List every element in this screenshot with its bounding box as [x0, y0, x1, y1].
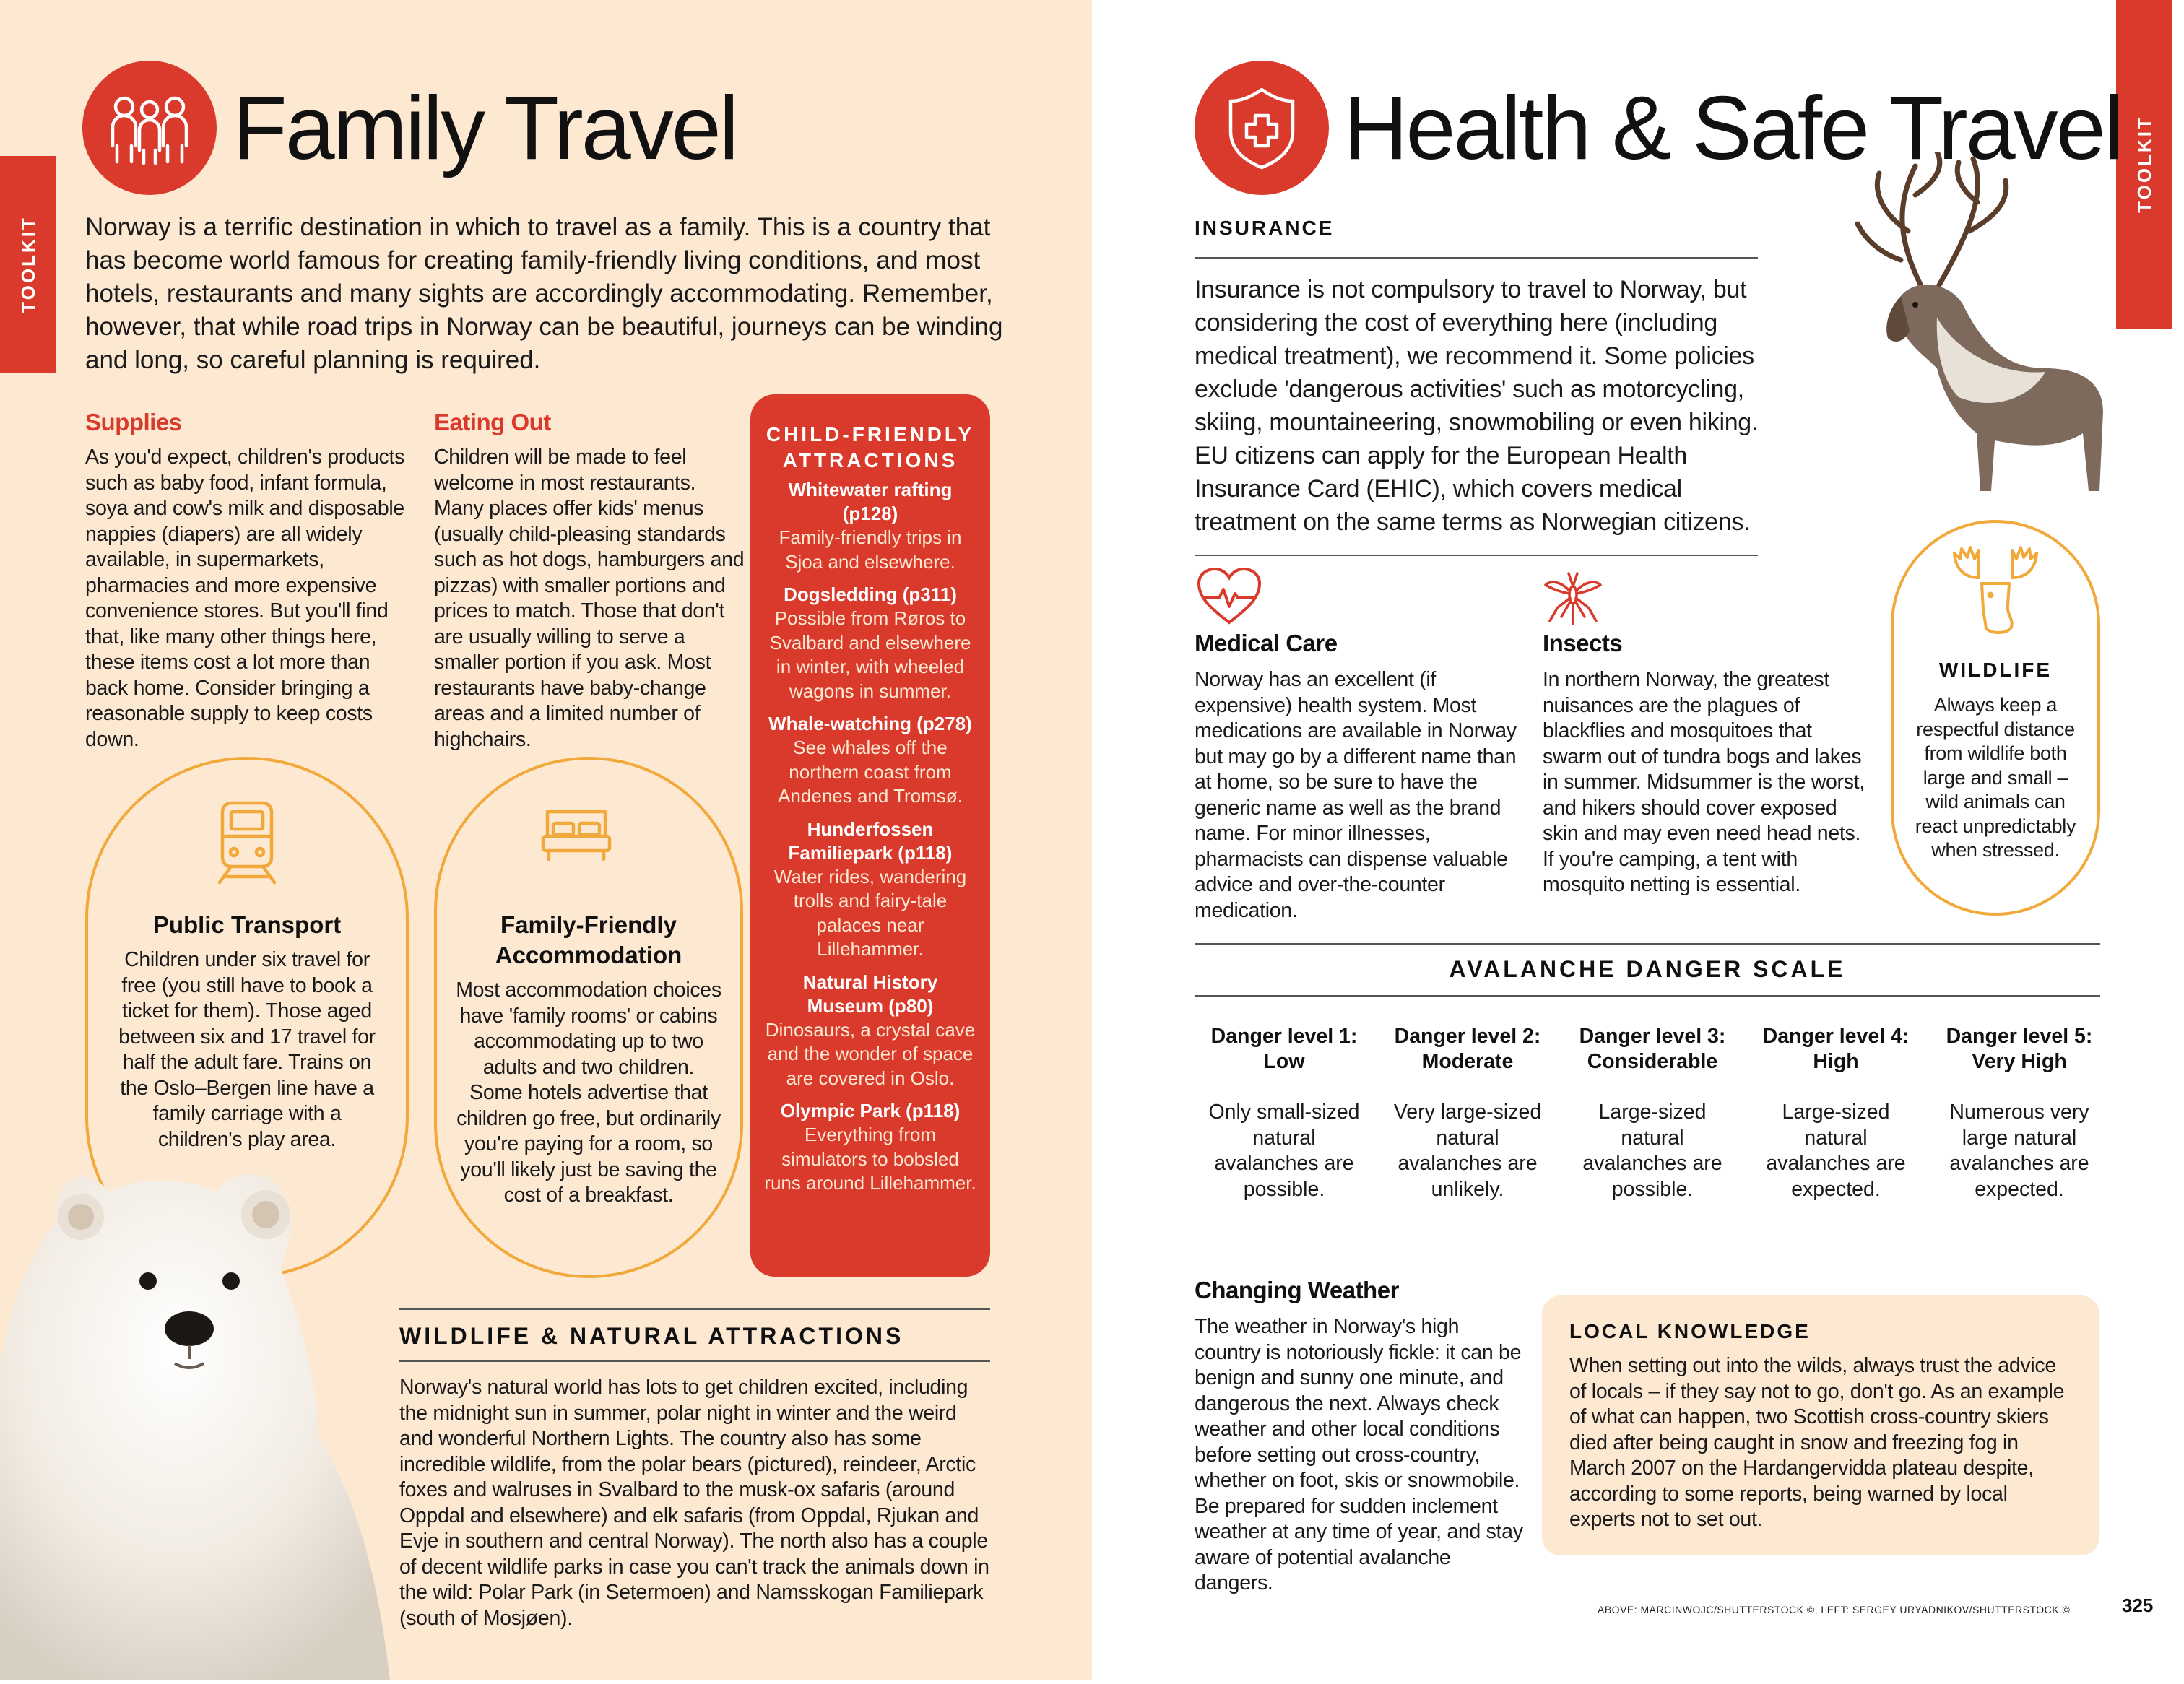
photo-credit: ABOVE: MARCINWOJC/SHUTTERSTOCK ©, LEFT: SERGEY URYADNIKOV/SHUTTERSTOCK © [1598, 1604, 2071, 1615]
page-title: Health & Safe Travel [1343, 79, 2122, 178]
attraction-name: Whitewater rafting (p128) [788, 479, 953, 524]
divider [1195, 995, 2100, 997]
attractions-list [763, 478, 977, 1205]
family-icon [82, 61, 217, 195]
moose-icon [1950, 543, 2041, 641]
local-knowledge-heading: LOCAL KNOWLEDGE [1569, 1320, 1811, 1342]
danger-level-desc: Only small-sized natural avalanches are possible. [1208, 1101, 1360, 1201]
medical-care-text: Norway has an excellent (if expensive) health system. Most medications are available in Norway but may go by a different name than at home, so be sure to have the generic name as well as the brand name. For minor illnesses, pharmacists can dispense valuable advice and over-the-counter medication. [1195, 668, 1517, 922]
divider [1195, 555, 1758, 556]
medical-care-heading: Medical Care [1195, 630, 1338, 656]
reindeer-photo [1814, 152, 2118, 502]
danger-level-desc: Numerous very large natural avalanches are expected. [1949, 1101, 2089, 1201]
list-item [763, 1099, 977, 1196]
toolkit-tab-label: TOOLKIT [2133, 116, 2155, 213]
danger-level-title: Danger level 4: High [1762, 1025, 1910, 1073]
attraction-name: Olympic Park (p118) [780, 1100, 961, 1121]
attraction-name: Hunderfossen Familiepark (p118) [788, 817, 953, 864]
child-friendly-heading: CHILD-FRIENDLY ATTRACTIONS [766, 423, 975, 472]
changing-weather-text: The weather in Norway's high country is notoriously fickle: it can be benign and sunny one minute, and dangerous the next. Always check weather and other local conditions before setting out cross-country, whether on foot, skis or snowmobile. Be prepared for sudden inclement weather at any time of year, and stay aware of potential avalanche dangers. [1195, 1315, 1523, 1594]
supplies-heading: Supplies [85, 409, 182, 435]
attraction-desc: Dinosaurs, a crystal cave and the wonder of space are covered in Oslo. [765, 1018, 976, 1089]
intro-paragraph: Norway is a terrific destination in which to travel as a family. This is a country that has become world famous for creating family-friendly living conditions, and most hotels, restaurants and many sights are accordingly accommodating. Remember, however, that while road trips in Norway can be beautiful, journeys can be winding and long, so careful planning is required. [85, 213, 1003, 374]
list-item [763, 583, 977, 703]
insurance-text: Insurance is not compulsory to travel to Norway, but considering the cost of everything here (including medical treatment), we recommend it. Some policies exclude 'dangerous activities' such as motorcycling, skiing, mountaineering, snowmobiling or even hiking. EU citizens can apply for the European Health Insurance Card (EHIC), which covers medical treatment on the same terms as Norwegian citizens. [1195, 276, 1759, 536]
attraction-desc: Everything from simulators to bobsled runs around Lillehammer. [764, 1124, 976, 1194]
avalanche-heading: AVALANCHE DANGER SCALE [1449, 956, 1846, 982]
toolkit-tab-label: TOOLKIT [17, 215, 39, 313]
page-title: Family Travel [233, 79, 737, 178]
danger-level-title: Danger level 5: Very High [1946, 1025, 2093, 1073]
danger-level-title: Danger level 2: Moderate [1394, 1025, 1541, 1073]
attraction-name: Whale-watching (p278) [768, 713, 972, 734]
public-transport-title: Public Transport [152, 911, 342, 938]
insects-text: In northern Norway, the greatest nuisances are the plagues of blackflies and mosquitoes that swarm out of tundra bogs and lakes in summer. Midsummer is the worst, and hikers should cover exposed skin and may even need head nets. If you're camping, a tent with mosquito netting is essential. [1543, 668, 1865, 896]
danger-level-4 [1756, 1024, 1915, 1202]
train-icon [211, 800, 283, 889]
eating-out-heading: Eating Out [434, 409, 551, 435]
wildlife-attractions-text: Norway's natural world has lots to get children excited, including the midnight sun in summer, polar night in winter and the weird and wonderful Northern Lights. The country also has some incredible wildlife, from the polar bears (pictured), reindeer, Arctic foxes and walruses in Svalbard to the musk-ox safaris (around Oppdal and elsewhere) and elk safaris (from Oppdal, Rjukan and Evje in southern and central Norway). The north also has a couple of decent wildlife parks in case you can't track the animals down in the wild: Polar Park (in Setermoen) and Namsskogan Familiepark (south of Mosjøen). [399, 1376, 989, 1630]
shield-cross-icon [1195, 61, 1329, 195]
danger-level-desc: Large-sized natural avalanches are expected. [1766, 1101, 1906, 1201]
wildlife-text: Always keep a respectful distance from wildlife both large and small – wild animals can react unpredictably when stressed. [1915, 694, 2076, 861]
attraction-name: Natural History Museum (p80) [802, 971, 938, 1017]
danger-level-5 [1940, 1024, 2099, 1202]
danger-level-3 [1573, 1024, 1732, 1202]
danger-level-1 [1205, 1024, 1364, 1202]
wildlife-heading: WILDLIFE [1938, 659, 2053, 681]
local-knowledge-text: When setting out into the wilds, always trust the advice of locals – if they say not to go, don't go. As an example of what can happen, two Scottish cross-country skiers died after being caught in snow and freezing fog in March 2007 on the Hardangervidda plateau despite, according to some reports, being warned by local experts not to set out. [1569, 1354, 2065, 1531]
attraction-desc: Possible from Røros to Svalbard and elsewhere in winter, with wheeled wagons in summer. [769, 607, 971, 702]
divider [1195, 257, 1758, 259]
attraction-desc: Family-friendly trips in Sjoa and elsewhere. [779, 526, 962, 573]
accommodation-title: Family-Friendly Accommodation [495, 911, 682, 968]
attraction-desc: See whales off the northern coast from Andenes and Tromsø. [778, 737, 963, 807]
divider [399, 1360, 990, 1362]
danger-level-desc: Very large-sized natural avalanches are unlikely. [1393, 1101, 1542, 1201]
local-knowledge-box [1542, 1295, 2100, 1555]
family-travel-page [0, 0, 1092, 1680]
page-number: 325 [2122, 1594, 2154, 1616]
attraction-name: Dogsledding (p311) [784, 583, 957, 605]
attraction-desc: Water rides, wandering trolls and fairy-tale palaces near Lillehammer. [774, 865, 967, 960]
toolkit-tab-left [0, 156, 56, 373]
child-friendly-attractions-box [750, 394, 990, 1277]
list-item [763, 817, 977, 962]
supplies-text: As you'd expect, children's products such as baby food, infant formula, soya and cow's milk and disposable nappies (diapers) are all widely available, in supermarkets, pharmacies and more expensive convenience stores. But you'll find that, like many other things here, these items cost a lot more than back home. Consider bringing a reasonable supply to keep costs down. [85, 446, 405, 751]
list-item [763, 712, 977, 809]
polar-bear-photo [0, 1148, 404, 1684]
danger-level-2 [1388, 1024, 1547, 1202]
divider [1195, 943, 2100, 945]
accommodation-text: Most accommodation choices have 'family rooms' or cabins accommodating up to two adults and two children. Some hotels advertise that children go free, but ordinarily you're paying for a room, so you'll likely just be saving the cost of a breakfast. [456, 978, 722, 1207]
list-item [763, 478, 977, 574]
public-transport-text: Children under six travel for free (you still have to book a ticket for them). Those aged between six and 17 travel for half the adult fare. Trains on the Oslo–Bergen line have a family carriage with a children's play area. [118, 948, 376, 1151]
eating-out-text: Children will be made to feel welcome in most restaurants. Many places offer kids' menus (usually child-pleasing standards such as hot dogs, hamburgers and pizzas) with smaller portions and prices to match. Those that don't are usually willing to serve a smaller portion if you ask. Most restaurants have baby-change areas and a limited number of highchairs. [434, 446, 745, 751]
heart-pulse-icon [1196, 566, 1262, 630]
mosquito-icon [1540, 566, 1606, 632]
danger-level-title: Danger level 1: Low [1210, 1025, 1358, 1073]
divider [399, 1308, 990, 1310]
list-item [763, 971, 977, 1091]
danger-level-title: Danger level 3: Considerable [1579, 1025, 1726, 1073]
changing-weather-heading: Changing Weather [1195, 1277, 1399, 1303]
insects-heading: Insects [1543, 630, 1623, 656]
toolkit-tab-right [2116, 0, 2172, 329]
insurance-heading: INSURANCE [1195, 217, 1335, 239]
wildlife-attractions-heading: WILDLIFE & NATURAL ATTRACTIONS [399, 1323, 904, 1349]
danger-level-desc: Large-sized natural avalanches are possible. [1582, 1101, 1722, 1201]
bed-icon [540, 807, 612, 866]
